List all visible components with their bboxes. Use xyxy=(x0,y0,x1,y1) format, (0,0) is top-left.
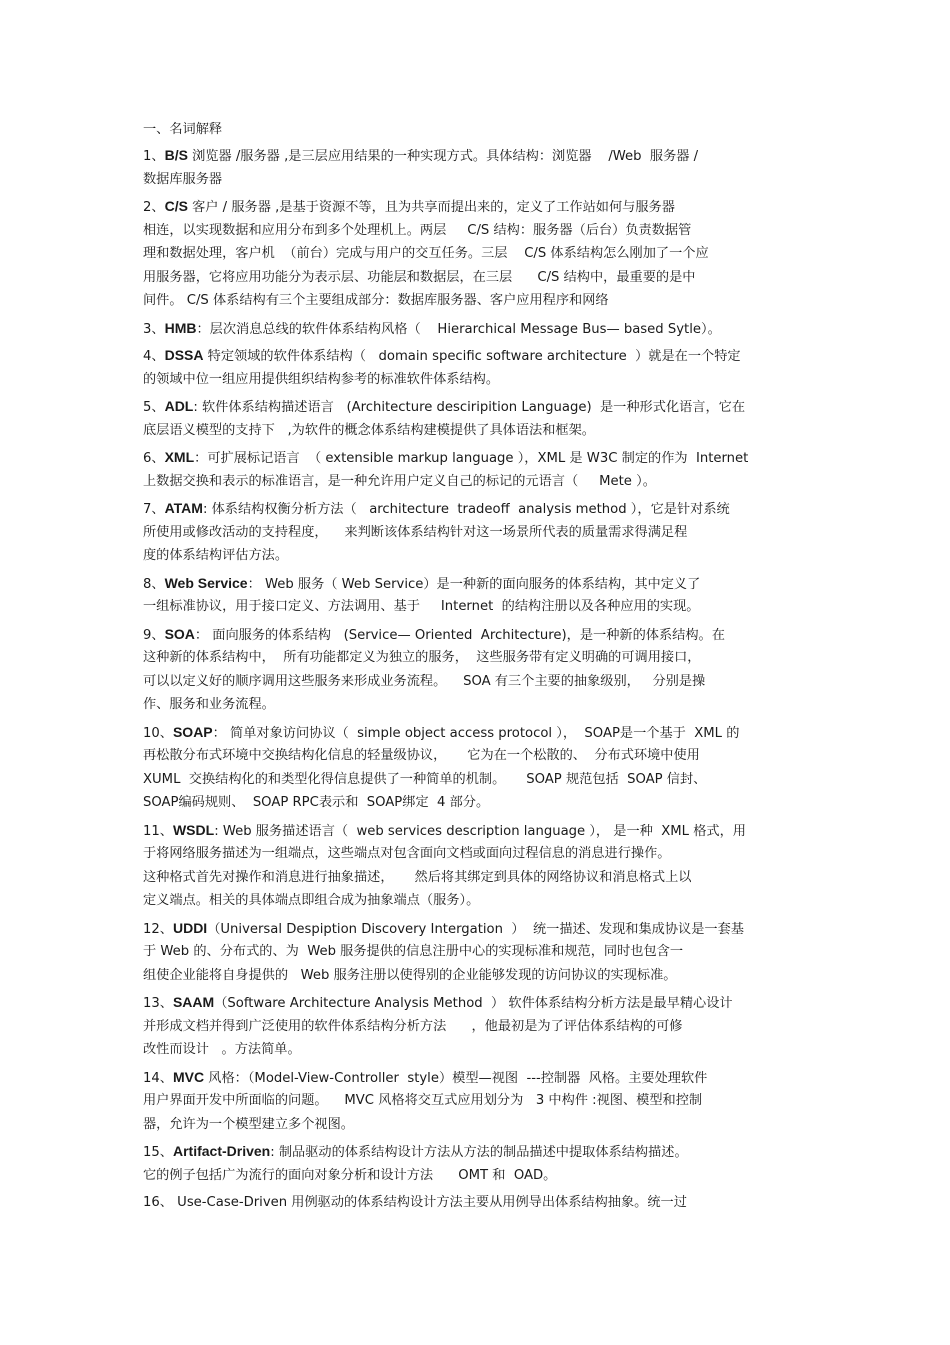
entry-line xyxy=(143,866,808,890)
entry-line xyxy=(143,1089,808,1113)
entry-number: 9、 xyxy=(143,627,165,643)
entry-line xyxy=(143,693,808,717)
entry-text: （Universal Despiption Discovery Intergation ） 统一描述、发现和集成协议是一套基 xyxy=(207,921,744,937)
entry-text: 客户 / 服务器 ,是基于资源不等，且为共享而提出来的，定义了工作站如何与服务器 xyxy=(187,200,675,215)
entry-text: 度的体系结构评估方法。 xyxy=(143,548,289,563)
entry-text: ： Web 服务（ Web Service）是一种新的面向服务的体系结构，其中定义了 xyxy=(247,576,701,592)
entry-text: 组使企业能将自身提供的 Web 服务注册以使得别的企业能够发现的访问协议的实现标准。 xyxy=(143,967,677,983)
glossary-entry xyxy=(143,395,808,442)
entry-line xyxy=(143,1113,808,1137)
glossary-entry xyxy=(143,1140,808,1187)
entry-number: 13、 xyxy=(143,996,173,1011)
entry-line xyxy=(143,544,808,568)
entry-text: : 体系结构权衡分析方法（ architecture tradeoff analysis method ），它是针对系统 xyxy=(202,502,730,517)
glossary-entry xyxy=(143,195,808,313)
entry-term: WSDL xyxy=(172,821,215,838)
entry-line xyxy=(143,242,808,266)
entry-line xyxy=(143,744,808,768)
entry-text: 作、服务和业务流程。 xyxy=(143,697,275,712)
entry-text: 风格：（Model-View-Controller style）模型—视图 ---控制器 风格。主要处理软件 xyxy=(204,1070,708,1086)
entry-line xyxy=(143,266,808,290)
entry-text: ：层次消息总线的软件体系结构风格（ Hierarchical Message Bus— based Sytle）。 xyxy=(196,321,721,337)
entry-number: 8、 xyxy=(143,576,165,592)
glossary-entry xyxy=(143,991,808,1062)
entry-term: ATAM xyxy=(164,500,203,516)
glossary-list xyxy=(143,144,808,1215)
entry-line xyxy=(143,889,808,913)
document-content xyxy=(143,118,808,1219)
entry-term: UDDI xyxy=(172,919,208,936)
entry-number: 1、 xyxy=(143,149,165,164)
entry-line xyxy=(143,368,808,392)
entry-term: MVC xyxy=(172,1068,205,1085)
entry-line xyxy=(143,1164,808,1188)
entry-line xyxy=(143,1140,808,1164)
entry-number: 10、 xyxy=(143,725,173,741)
entry-text: 理和数据处理，客户机 （前台）完成与用户的交互任务。三层 C/S 体系结构怎么刚加了一个应 xyxy=(143,246,709,261)
entry-term: XML xyxy=(164,449,195,465)
entry-term: Web Service xyxy=(164,574,248,591)
entry-text: 间件。 C/S 体系结构有三个主要组成部分：数据库服务器、客户应用程序和网络 xyxy=(143,293,609,308)
entry-line xyxy=(143,595,808,619)
entry-term: C/S xyxy=(164,198,188,214)
entry-line xyxy=(143,144,808,168)
entry-line xyxy=(143,195,808,219)
entry-text: 浏览器 /服务器 ,是三层应用结果的一种实现方式。具体结构：浏览器 /Web 服务器 / xyxy=(187,149,699,164)
entry-number: 4、 xyxy=(143,349,165,364)
entry-text: 可以以定义好的顺序调用这些服务来形成业务流程。 SOA 有三个主要的抽象级别， 分别是操 xyxy=(143,673,706,689)
entry-text: 数据库服务器 xyxy=(143,171,223,187)
glossary-entry xyxy=(143,317,808,341)
entry-text: 这种格式首先对操作和消息进行抽象描述， 然后将其绑定到具体的网络协议和消息格式上以 xyxy=(143,869,692,885)
entry-line xyxy=(143,670,808,694)
entry-number: 14、 xyxy=(143,1070,173,1086)
entry-text: 再松散分布式环境中交换结构化信息的轻量级协议， 它为在一个松散的、 分布式环境中使用 xyxy=(143,748,700,763)
glossary-entry xyxy=(143,446,808,493)
entry-text: 用户界面开发中所面临的问题。 MVC 风格将交互式应用划分为 3 中构件 :视图、模型和控制 xyxy=(143,1093,703,1108)
entry-text: 并形成文档并得到广泛使用的软件体系结构分析方法 ，他最初是为了评估体系结构的可修 xyxy=(143,1018,683,1034)
entry-text: ：可扩展标记语言 （ extensible markup language ），XML 是 W3C 制定的作为 Internet xyxy=(194,451,749,466)
entry-number: 12、 xyxy=(143,921,173,937)
glossary-entry xyxy=(143,1191,808,1215)
entry-line xyxy=(143,289,808,313)
entry-line xyxy=(143,991,808,1015)
entry-text: 定义端点。相关的具体端点即组合成为抽象端点（服务）。 xyxy=(143,893,480,908)
entry-term: SOAP xyxy=(172,723,213,740)
entry-text: SOAP编码规则、 SOAP RPC表示和 SOAP绑定 4 部分。 xyxy=(143,795,490,810)
entry-line xyxy=(143,819,808,843)
glossary-entry xyxy=(143,721,808,815)
entry-line xyxy=(143,470,808,494)
entry-text: 改性而设计 。方法简单。 xyxy=(143,1042,301,1057)
entry-text: : Web 服务描述语言（ web services description language ）， 是一种 XML 格式，用 xyxy=(214,823,746,839)
entry-line xyxy=(143,1066,808,1090)
entry-text: XUML 交换结构化的和类型化得信息提供了一种简单的机制。 SOAP 规范包括 SOAP 信封、 xyxy=(143,771,707,787)
glossary-entry xyxy=(143,497,808,568)
entry-text: Use-Case-Driven 用例驱动的体系结构设计方法主要从用例导出体系结构抽象。统一过 xyxy=(172,1195,687,1210)
entry-text: 的领域中位一组应用提供组织结构参考的标准软件体系结构。 xyxy=(143,371,500,387)
entry-number: 5、 xyxy=(143,400,165,415)
entry-text: ： 简单对象访问协议（ simple object access protocol ）， SOAP是一个基于 XML 的 xyxy=(212,725,740,741)
entry-text: ： 面向服务的体系结构 (Service— Oriented Architecture)，是一种新的体系结构。在 xyxy=(194,627,725,643)
glossary-entry xyxy=(143,1066,808,1137)
entry-line xyxy=(143,572,808,596)
entry-number: 16、 xyxy=(143,1195,173,1210)
entry-text: : 软件体系结构描述语言 (Architecture desciripition Language) 是一种形式化语言，它在 xyxy=(193,400,746,415)
entry-line xyxy=(143,646,808,670)
entry-number: 15、 xyxy=(143,1145,173,1160)
entry-line xyxy=(143,497,808,521)
entry-number: 2、 xyxy=(143,200,165,215)
entry-text: 用服务器，它将应用功能分为表示层、功能层和数据层，在三层 C/S 结构中，最重要的是中 xyxy=(143,269,696,285)
entry-line xyxy=(143,1015,808,1039)
entry-text: （Software Architecture Analysis Method ） 软件体系结构分析方法是最早精心设计 xyxy=(214,996,733,1011)
entry-line xyxy=(143,317,808,341)
entry-line xyxy=(143,964,808,988)
entry-line xyxy=(143,721,808,745)
entry-text: 底层语义模型的支持下 ,为软件的概念体系结构建模提供了具体语法和框架。 xyxy=(143,422,595,438)
section-heading: 一、名词解释 xyxy=(143,122,223,137)
entry-number: 11、 xyxy=(143,823,173,839)
glossary-entry xyxy=(143,819,808,913)
entry-text: 这种新的体系结构中， 所有功能都定义为独立的服务， 这些服务带有定义明确的可调用接口， xyxy=(143,650,701,665)
entry-line xyxy=(143,842,808,866)
entry-text: 于将网络服务描述为一组端点，这些端点对包含面向文档或面向过程信息的消息进行操作。 xyxy=(143,846,671,861)
glossary-entry xyxy=(143,144,808,191)
entry-line xyxy=(143,419,808,443)
entry-term: ADL xyxy=(164,398,194,414)
entry-text: 器，允许为一个模型建立多个视图。 xyxy=(143,1116,354,1132)
entry-line xyxy=(143,768,808,792)
entry-line xyxy=(143,1191,808,1215)
entry-line xyxy=(143,791,808,815)
entry-number: 7、 xyxy=(143,502,165,517)
glossary-entry xyxy=(143,572,808,619)
entry-line xyxy=(143,446,808,470)
entry-line xyxy=(143,219,808,243)
entry-number: 3、 xyxy=(143,321,165,337)
entry-line xyxy=(143,168,808,192)
entry-line xyxy=(143,521,808,545)
entry-term: SAAM xyxy=(172,994,215,1010)
entry-term: HMB xyxy=(164,319,197,336)
entry-text: : 制品驱动的体系结构设计方法从方法的制品描述中提取体系结构描述。 xyxy=(270,1145,688,1160)
entry-line xyxy=(143,344,808,368)
entry-text: 相连，以实现数据和应用分布到多个处理机上。两层 C/S 结构：服务器（后台）负责数据管 xyxy=(143,222,692,238)
entry-term: B/S xyxy=(164,147,188,163)
glossary-entry xyxy=(143,917,808,988)
entry-line xyxy=(143,917,808,941)
entry-term: DSSA xyxy=(164,347,204,363)
entry-text: 所使用或修改活动的支持程度， 来判断该体系结构针对这一场景所代表的质量需求得满足程 xyxy=(143,524,688,540)
entry-term: SOA xyxy=(164,625,195,642)
glossary-entry xyxy=(143,344,808,391)
entry-text: 它的例子包括广为流行的面向对象分析和设计方法 OMT 和 OAD。 xyxy=(143,1167,557,1183)
entry-line xyxy=(143,395,808,419)
entry-text: 特定领域的软件体系结构（ domain specific software architecture ）就是在一个特定 xyxy=(203,349,741,364)
entry-text: 上数据交换和表示的标准语言，是一种允许用户定义自己的标记的元语言（ Mete ）。 xyxy=(143,473,656,489)
entry-line xyxy=(143,623,808,647)
entry-line xyxy=(143,1038,808,1062)
entry-text: 一组标准协议，用于接口定义、方法调用、基于 Internet 的结构注册以及各种应用的实现。 xyxy=(143,599,700,614)
glossary-entry xyxy=(143,623,808,717)
entry-text: 于 Web 的、分布式的、为 Web 服务提供的信息注册中心的实现标准和规范，同时也包含一 xyxy=(143,944,684,959)
entry-number: 6、 xyxy=(143,451,165,466)
entry-term: Artifact-Driven xyxy=(172,1143,271,1159)
entry-line xyxy=(143,940,808,964)
